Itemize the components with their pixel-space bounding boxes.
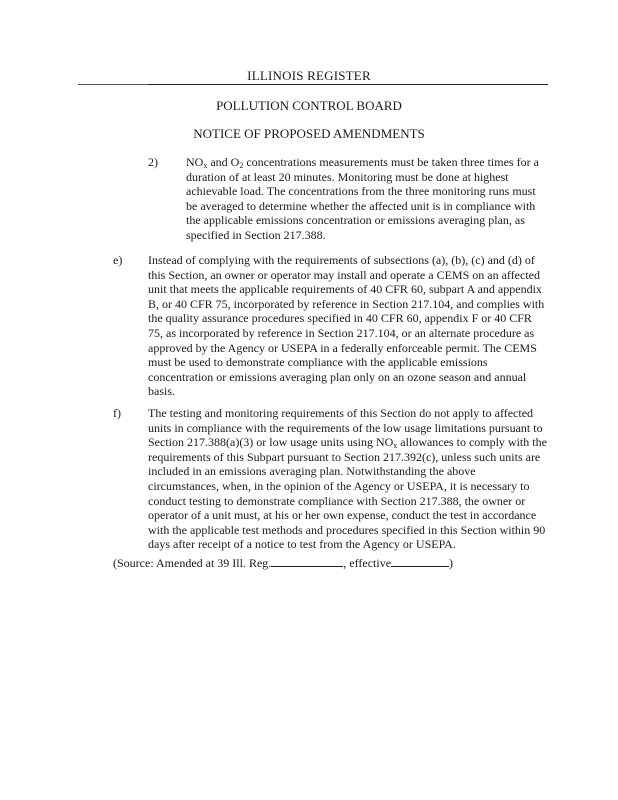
source-note: (Source: Amended at 39 Ill. Reg. , effective ): [113, 556, 454, 570]
item-2-text: $NO_x$ and $O_2$ concentrations measurements must be taken three times for a duration of at least 20 minutes. Monitoring must be done at highest achievable load. The concentrations from the three monitoring runs must be averaged to determine whether the affected unit is in compliance with the applicable emissions concentration or emissions averaging plan, as specified in Section 217.388.: [186, 155, 539, 242]
header-divider-accent: [78, 84, 148, 85]
effective-blank: [391, 556, 449, 567]
board-title: POLLUTION CONTROL BOARD: [216, 98, 402, 113]
item-e-text: Instead of complying with the requirements of subsections (a), (b), (c) and (d) of this Section, an owner or operator may install and operate a CEMS on an affected unit that meets the applicable requirements of 40 CFR 60, subpart A and appendix B, or 40 CFR 75, incorporated by reference in Section 217.104, and complies with the quality assurance procedures specified in 40 CFR 60, appendix F or 40 CFR 75, as incorporated by reference in Section 217.104, or an alternate procedure as approved by the Agency or USEPA in a federally enforceable permit. The CEMS must be used to demonstrate compliance with the applicable emissions concentration or emissions averaging plan only on an ozone season and annual basis.: [148, 253, 545, 399]
item-f-label: f): [113, 406, 121, 420]
register-title: ILLINOIS REGISTER: [247, 68, 371, 83]
item-e-label: e): [113, 253, 123, 267]
reg-blank: [271, 556, 343, 567]
header-divider: [78, 84, 548, 85]
item-2-label: 2): [148, 155, 158, 169]
item-f-text: The testing and monitoring requirements of this Section do not apply to affected units in compliance with the requirements of the low usage limitations pursuant to Section 217.388(a)(3) or low usage units using $NO_x$ allowances to comply with the requirements of this Subpart pursuant to Section 217.392(c), unless such units are included in an emissions averaging plan. Notwithstanding the above circumstances, when, in the opinion of the Agency or USEPA, it is necessary to conduct testing to demonstrate compliance with Section 217.388, the owner or operator of a unit must, at his or her own expense, conduct the test in accordance with the applicable test methods and procedures specified in this Section within 90 days after receipt of a notice to test from the Agency or USEPA.: [148, 406, 547, 552]
notice-title: NOTICE OF PROPOSED AMENDMENTS: [193, 126, 425, 141]
